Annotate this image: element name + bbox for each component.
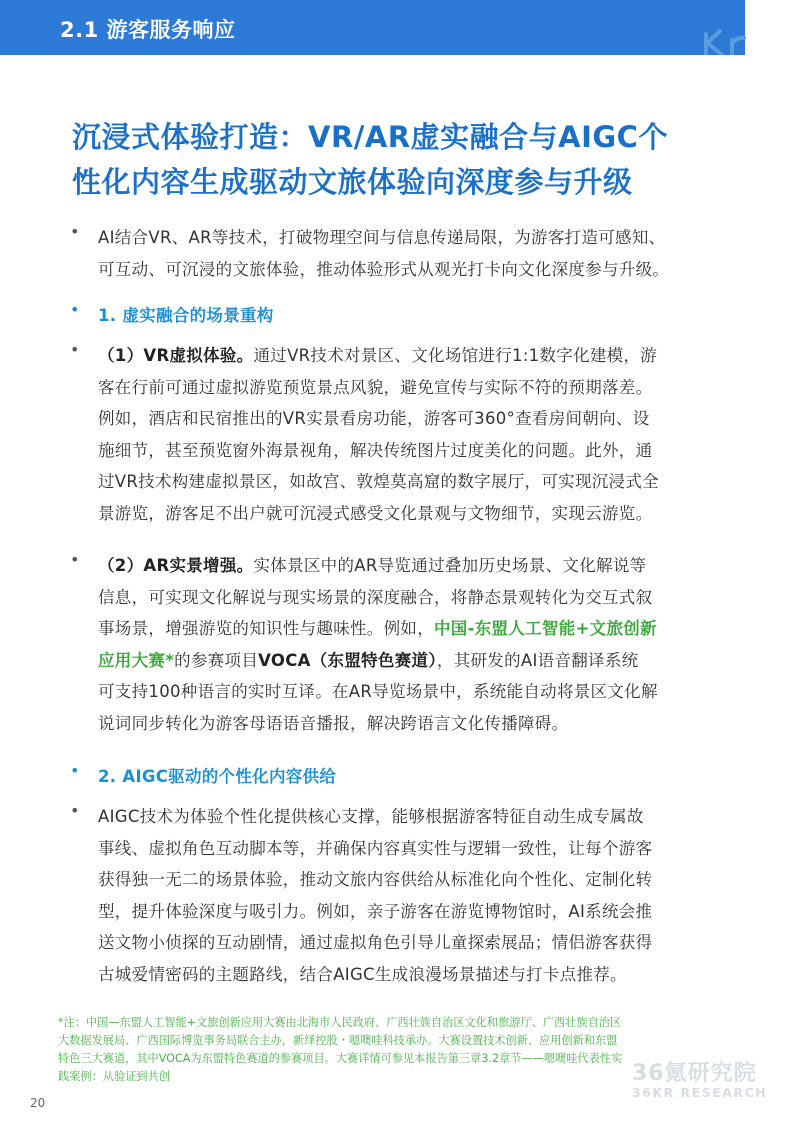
project-name: VOCA（东盟特色赛道） <box>258 650 437 670</box>
competition-name-end: 应用大赛* <box>98 650 175 670</box>
footnote-line: *注：中国—东盟人工智能+文旅创新应用大赛由北海市人民政府、广西壮族自治区文化和旅游厅、广西壮族自治区 <box>58 1016 622 1029</box>
text-line: AIGC技术为体验个性化提供核心支撑，能够根据游客特征自动生成专属故 <box>98 807 644 826</box>
text-line: 获得独一无二的场景体验，推动文旅内容供给从标准化向个性化、定制化转 <box>98 870 653 889</box>
text-line <box>98 645 748 677</box>
lead-phrase: （2）AR实景增强。 <box>98 556 254 575</box>
text-line: 过VR技术构建虚拟景区，如故宫、敦煌莫高窟的数字展厅，可实现沉浸式全 <box>98 472 659 491</box>
brand-logo-36kr <box>692 0 794 55</box>
bullet-dot: • <box>70 340 80 359</box>
subhead-text: 1. 虚实融合的场景重构 <box>98 306 274 325</box>
text-line <box>98 613 748 645</box>
paragraph <box>98 340 748 529</box>
section-title: 2.1 游客服务响应 <box>60 18 236 42</box>
text-line: 景游览，游客足不出户就可沉浸式感受文化景观与文物细节，实现云游览。 <box>98 503 653 523</box>
footnote-line: 大数据发展局、广西国际博览事务局联合主办，新绎控股・嗯噢哇科技承办。大赛设置技术创新、应用创新和东盟 <box>58 1034 618 1047</box>
page-number: 20 <box>30 1096 46 1110</box>
bullet-dot: • <box>70 300 80 319</box>
text-line: 信息，可实现文化解说与现实场景的深度融合，将静态景观转化为交互式叙 <box>98 587 653 607</box>
bullet-dot: • <box>70 801 80 820</box>
footnote-line: 特色三大赛道，其中VOCA为东盟特色赛道的参赛项目。大赛详情可参见本报告第三章3.2章节——嗯噢哇代表性实 <box>58 1052 623 1065</box>
text-line: 说词同步转化为游客母语语音播报，解决跨语言文化传播障碍。 <box>98 713 569 733</box>
text-span: 通过VR技术对景区、文化场馆进行1:1数字化建模，游 <box>253 346 658 365</box>
watermark-line-1: 36氪研究院 <box>632 1061 757 1086</box>
text-line: 事线、虚拟角色互动脚本等，并确保内容真实性与逻辑一致性，让每个游客 <box>98 838 653 858</box>
text-line <box>98 550 748 582</box>
text-line <box>98 340 748 372</box>
paragraph <box>98 222 748 285</box>
competition-name: 中国-东盟人工智能+文旅创新 <box>434 619 657 638</box>
text-line: 可支持100种语言的实时互译。在AR导览场景中，系统能自动将景区文化解 <box>98 682 658 701</box>
text-line: 送文物小侦探的互动剧情，通过虚拟角色引导儿童探索展品；情侣游客获得 <box>98 933 653 952</box>
paragraph <box>98 550 748 739</box>
text-span: 事场景，增强游览的知识性与趣味性。例如， <box>98 619 434 638</box>
lead-phrase: （1）VR虚拟体验。 <box>98 346 254 365</box>
bullet-dot: • <box>70 761 80 780</box>
main-title-line-2: 性化内容生成驱动文旅体验向深度参与升级 <box>72 165 633 199</box>
watermark <box>632 1056 782 1100</box>
subhead-text: 2. AIGC驱动的个性化内容供给 <box>98 767 337 786</box>
main-title <box>72 115 752 205</box>
text-span: ，其研发的AI语音翻译系统 <box>436 650 639 670</box>
text-line: AI结合VR、AR等技术，打破物理空间与信息传递局限，为游客打造可感知、 <box>98 228 666 247</box>
bullet-dot: • <box>70 222 80 241</box>
watermark-line-2: 36KR RESEARCH <box>632 1085 768 1100</box>
main-title-line-1: 沉浸式体验打造：VR/AR虚实融合与AIGC个 <box>72 120 668 154</box>
bullet-dot: • <box>70 550 80 569</box>
paragraph <box>98 801 748 990</box>
text-line: 施细节，甚至预览窗外海景视角，解决传统图片过度美化的问题。此外，通 <box>98 440 653 460</box>
text-line: 可互动、可沉浸的文旅体验，推动体验形式从观光打卡向文化深度参与升级。 <box>98 259 670 279</box>
text-line: 例如，酒店和民宿推出的VR实景看房功能，游客可360°查看房间朝向、设 <box>98 409 650 428</box>
text-span: 的参赛项目 <box>174 650 259 670</box>
svg-text:36: 36 <box>700 11 721 31</box>
text-line: 古城爱情密码的主题路线，结合AIGC生成浪漫场景描述与打卡点推荐。 <box>98 964 627 984</box>
text-line: 客在行前可通过虚拟游览预览景点风貌，避免宣传与实际不符的预期落差。 <box>98 377 653 397</box>
footnote-line: 践案例：从验证到共创 <box>58 1070 170 1083</box>
text-line: 型，提升体验深度与吸引力。例如，亲子游客在游览博物馆时，AI系统会推 <box>98 901 653 921</box>
header-bar <box>0 0 745 55</box>
text-span: 实体景区中的AR导览通过叠加历史场景、文化解说等 <box>253 556 647 575</box>
